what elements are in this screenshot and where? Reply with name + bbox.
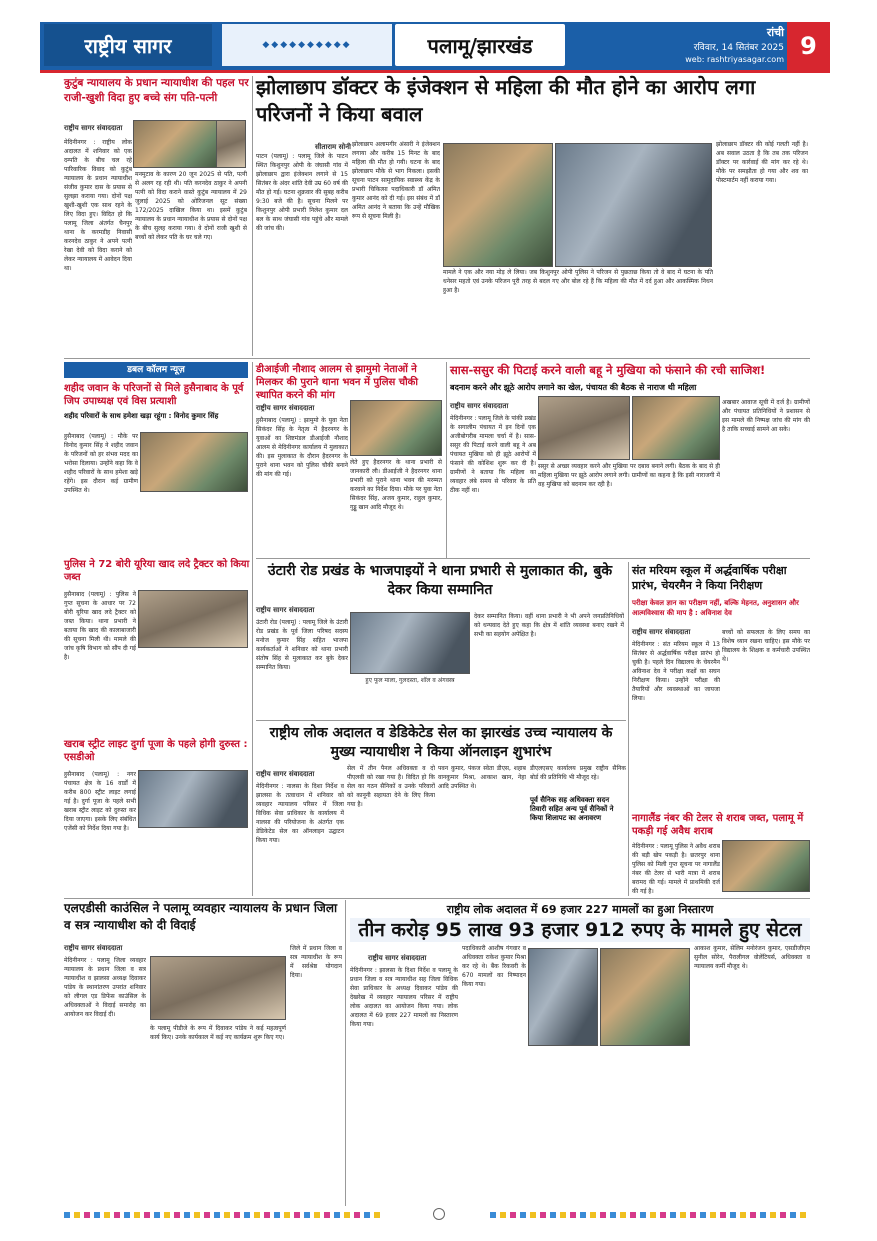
lok-adalat-online-body: मेदिनीनगर : नालसा के दिशा निर्देश व झालसा के तत्वाधान में शनिवार को व्यवहार न्यायालय परिसर में जिला विधिक सेवा प्राधिकार के कार्यालय में नालसा की परियोजना के अंतर्गत एक डेडिकेटेड सेल का ऑनलाइन उद्घाटन किया गया। xyxy=(256,783,344,844)
farewell-byline: राष्ट्रीय सागर संवाददाता xyxy=(64,944,123,952)
section-title: पलामू/झारखंड xyxy=(395,24,565,66)
daughter-in-law-headline: सास-ससुर की पिटाई करने वाली बहू ने मुखिया को फंसाने की रची साजिश! xyxy=(450,363,766,377)
footer-dots-left xyxy=(64,1212,384,1218)
dig-meeting-byline: राष्ट्रीय सागर संवाददाता xyxy=(256,404,315,412)
disposal-headline: राष्ट्रीय लोक अदालत में 69 हजार 227 मामलों का हुआ निस्तारण xyxy=(446,903,714,916)
column-divider-4 xyxy=(628,562,629,896)
farewell-photo xyxy=(150,956,286,1020)
lok-adalat-online-body-4: डीएलएसए कार्यालय प्रमुख राष्ट्रीय सैनिक बोर्ड की प्रतिनिधि भी मौजूद रहे। xyxy=(530,765,626,781)
double-column-tag: डबल कॉलम न्यूज़ xyxy=(64,362,248,378)
street-light-photo xyxy=(138,770,248,828)
family-court-photo-2 xyxy=(216,120,246,168)
edition-city: रांची xyxy=(766,26,784,39)
masthead-rule xyxy=(40,70,830,73)
lok-adalat-online-body-3: पवन कुमार, पंकज स्वेता डीएस, शहाब वानकुमार मिश्रा, आकाश खान, नेहा आदि उपस्थित थे। xyxy=(438,765,526,790)
bjp-meeting-body-2: देकर सम्मानित किया। वहीं थाना प्रभारी ने भी अपने जनप्रतिनिधियों को धन्यवाद देते हुए कहा कि क्षेत्र में शांति व्यवस्था बनाए रखने में सभी का सहयोग अपेक्षित है। xyxy=(474,613,624,638)
dig-meeting-body: हुसैनाबाद (पलामू) : झामुमो के युवा नेता सिकंदर सिंह के नेतृत्व में हैदरनगर के युवाओं का शिष्टमंडल डीआईजी नौशाद आलम से मेदिनीनगर कार्यालय में मुलाकात की। इस मुलाकात के दौरान हैदरनगर के पुराने थाना भवन को पुलिस चौकी बनाने की मांग की गई। xyxy=(256,417,348,478)
bjp-meeting-headline: उंटारी रोड प्रखंड के भाजपाइयों ने थाना प्रभारी से मुलाकात की, बुके देकर किया सम्मानित xyxy=(267,563,613,598)
registration-mark xyxy=(433,1208,445,1220)
school-exam-body: मेदिनीनगर : संत मरियम स्कूल में 13 सितंबर से अर्द्धवार्षिक परीक्षा प्रारंभ हो चुकी है। पहले दिन विद्यालय के चेयरमैन अविनाश देव ने परीक्षा कक्षों का सघन निरीक्षण किया। उन्होंने परीक्षा की तैयारियों और व्यवस्थाओं का जायजा लिया। xyxy=(632,641,720,702)
urea-seizure-headline: पुलिस ने 72 बोरी यूरिया खाद लदे ट्रैक्टर को किया जब्त xyxy=(64,559,250,583)
liquor-seizure-photo xyxy=(722,840,810,892)
disposal-body: मेदिनीनगर : झालसा के दिशा निर्देश व पलामू के प्रधान जिला व सत्र न्यायाधीश सह जिला विधिक सेवा प्राधिकार के अध्यक्ष दिवाकर पांडेय की देखरेख में व्यवहार न्यायालय परिसर में राष्ट्रीय लोक अदालत का आयोजन किया गया। लोक अदालत में 69 हजार 227 मामलों का निस्तारण किया गया। xyxy=(350,967,458,1028)
dig-meeting-headline: डीआईजी नौशाद आलम से झामुमो नेताओं ने मिलकर की पुराने थाना भवन में पुलिस चौकी स्थापित करने की मांग xyxy=(256,364,418,401)
street-light-body: हुसैनाबाद (पलामू) : नगर पंचायत क्षेत्र के 16 वार्डों में करीब 800 स्ट्रीट लाइट लगाई गई है। दुर्गा पूजा के पहले सभी खराब स्ट्रीट लाइट को दुरुस्त कर दिया जाएगा। इसके लिए संबंधित एजेंसी को निर्देश दिया गया है। xyxy=(64,771,136,832)
daughter-in-law-photo-2 xyxy=(632,396,720,460)
bjp-meeting-photo xyxy=(350,612,470,674)
article-quack-doctor-body-4: झोलाछाप डॉक्टर की कोई गलती नहीं है। अब सवाल उठता है कि तब तक परिजन डॉक्टर पर कार्रवाई की मांग कर रहे थे। मौके पर समझौता हो गया और शव का पोस्टमार्टम नहीं कराया गया। xyxy=(716,141,808,184)
column-divider-5 xyxy=(345,900,346,1206)
bjp-meeting-caption: हुए फूल माला, गुलदस्ता, शॉल व अंगवस्त्र xyxy=(365,677,455,684)
liquor-seizure-body: मेदिनीनगर : पलामू पुलिस ने अवैध शराब की बड़ी खेप पकड़ी है। छतरपुर थाना पुलिस को मिली गुप्त सूचना पर नागालैंड नंबर की टेलर से भारी मात्रा में शराब बरामद की गई। मामले में प्राथमिकी दर्ज की गई है। xyxy=(632,843,720,895)
article-quack-doctor-byline: सीताराम सोनी xyxy=(315,143,351,151)
row-divider-2 xyxy=(256,558,810,559)
article-family-court-headline: कुटुंब न्यायालय के प्रधान न्यायाधीश की पहल पर राजी-खुशी विदा हुए बच्चे संग पति-पत्नी xyxy=(64,77,249,104)
school-exam-body-2: बच्चों को सफलता के लिए समय का विशेष ध्यान रखना चाहिए। इस मौके पर विद्यालय के शिक्षक व कर्मचारी उपस्थित थे। xyxy=(722,629,810,663)
row-divider xyxy=(64,358,810,359)
bjp-meeting-byline: राष्ट्रीय सागर संवाददाता xyxy=(256,606,315,614)
footer-dots-right xyxy=(490,1212,810,1218)
article-quack-doctor-body: पाटन (पलामू) : पलामू जिले के पाटन स्थित किशुनपुर ओपी के जंघासी गांव में झोलाछाप द्वारा इंजेक्शन लगाने से 15 सितंबर के अंदर शांति देवी उम्र 60 वर्ष की मौत हो गई। घटना शुक्रवार की सुबह करीब 9:30 बजे की है। सूचना मिलने पर किशुनपुर ओपी प्रभारी निलेश कुमार दल बल के साथ जंघासी गांव पहुंचे और मामले की जांच की। xyxy=(256,153,348,232)
article-family-court-body: मेदिनीनगर : राष्ट्रीय लोक अदालत में शनिवार को एक दम्पति के बीच चल रहे पारिवारिक विवाद को कुटुंब न्यायालय के प्रधान न्यायाधीश संजीव कुमार दास के प्रयास से सुलझा कराया गया। दोनों पक्ष खुशी-खुशी एक साथ रहने के लिए विदा हुए। विदित हो कि पलामू जिला अंतर्गत चैनपुर थाना के करमडीह निवासी करनदेव ठाकुर ने अपने पत्नी रेखा देवी को विदा कराने को लेकर न्यायालय में आवेदन दिया था। xyxy=(64,139,132,272)
lok-adalat-online-headline: राष्ट्रीय लोक अदालत व डेडिकेटेड सेल का झारखंड उच्च न्यायालय के मुख्य न्यायाधीश ने किया ऑनलाइन शुभारंभ xyxy=(269,725,613,760)
school-exam-byline: राष्ट्रीय सागर संवाददाता xyxy=(632,628,691,636)
farewell-body-3: जिले में प्रधान जिला व सत्र न्यायाधीश के रूप में सर्वश्रेष्ठ योगदान दिया। xyxy=(290,945,342,979)
school-exam-headline: संत मरियम स्कूल में अर्द्धवार्षिक परीक्षा प्रारंभ, चेयरमैन ने किया निरीक्षण xyxy=(632,564,787,592)
daughter-in-law-body-2: ससुर से अच्छा व्यवहार करने और मुखिया पर दबाव बनाने लगी। बैठक के बाद से ही महिला मुखिया पर झूठे आरोप लगाने लगी। ग्रामीणों का कहना है कि इसी नाराजगी में वह मुखिया को बदनाम कर रही है। xyxy=(538,463,720,488)
article-quack-doctor-headline: झोलाछाप डॉक्टर के इंजेक्शन से महिला की मौत होने का आरोप लगा परिजनों ने किया बवाल xyxy=(256,75,756,126)
lok-adalat-online-subhead: पूर्व सैनिक सह अधिवक्ता सदन तिवारी सहित अन्य पूर्व सैनिकों ने किया शिलापट का अनावरण xyxy=(530,796,614,822)
farewell-headline: एलएडीसी काउंसिल ने पलामू व्यवहार न्यायालय के प्रधान जिला व सत्र न्यायाधीश को दी विदाई xyxy=(64,901,338,932)
daughter-in-law-photo-1 xyxy=(538,396,630,460)
farewell-body-2: के पलामू पीडीजे के रूप में दिवाकर पांडेय ने कई महत्वपूर्ण कार्य किए। उनके कार्यकाल में कई नए कार्यक्रम शुरू किए गए। xyxy=(150,1025,286,1041)
daughter-in-law-byline: राष्ट्रीय सागर संवाददाता xyxy=(450,402,509,410)
column-divider-2 xyxy=(252,362,253,896)
row-divider-3 xyxy=(256,720,626,721)
dig-meeting-photo xyxy=(350,400,442,456)
masthead-pattern: ◆◆◆◆◆◆◆◆◆◆ xyxy=(222,24,392,66)
disposal-byline: राष्ट्रीय सागर संवाददाता xyxy=(368,954,427,962)
family-court-photo xyxy=(133,120,225,168)
article-family-court-byline: राष्ट्रीय सागर संवाददाता xyxy=(64,124,123,132)
disposal-photo-1 xyxy=(528,948,598,1046)
disposal-body-3: आकाश कुमार, सेलिम मनोरंजन कुमार, एसडीजीएम सुनील सोरेन, पैरालीगल वोलेंटियर्स, अधिवक्ता व न्यायालय कर्मी मौजूद थे। xyxy=(694,945,810,970)
newspaper-name: राष्ट्रीय सागर xyxy=(44,24,212,66)
farewell-body: मेदिनीनगर : पलामू जिला व्यवहार न्यायालय के प्रधान जिला व सत्र न्यायाधीश व झालसा अध्यक्ष दिवाकर पांडेय के स्थानांतरण उपरांत शनिवार को लीगल एड डिफेंस काउंसिल के अधिवक्ताओं ने विदाई समारोह का आयोजन कर विदाई दी। xyxy=(64,957,146,1018)
liquor-seizure-headline: नागालैंड नंबर की टेलर से शराब जब्त, पलामू में पकड़ी गई अवैध शराब xyxy=(632,813,804,837)
website-link[interactable]: web: rashtriyasagar.com xyxy=(685,55,784,64)
martyr-family-body: हुसैनाबाद (पलामू) : मौके पर विनोद कुमार सिंह ने शहीद जवान के परिजनों को हर संभव मदद का भरोसा दिलाया। उन्होंने कहा कि वे शहीद परिवारों के साथ हमेशा खड़े रहेंगे। इस दौरान कई ग्रामीण उपस्थित थे। xyxy=(64,433,138,494)
martyr-family-lead: शहीद परिवारों के साथ हमेशा खड़ा रहूंगा : विनोद कुमार सिंह xyxy=(64,412,219,420)
martyr-family-headline: शहीद जवान के परिजनों से मिले हुसैनाबाद के पूर्व जिप उपाध्यक्ष एवं विस प्रत्याशी xyxy=(64,383,244,407)
urea-tractor-photo xyxy=(138,590,248,648)
article-family-court-body-2: मनमुटाव के कारण 20 जून 2025 से पति, पत्नी से अलग रह रही थी। पति करनदेव ठाकुर ने अपनी पत्नी को विदा कराने वास्ते कुटुंब न्यायालय में 29 जुलाई 2025 को ओरिजनल सूट संख्या 172/2025 दाखिल किया था। इसमें कुटुंब न्यायालय के प्रधान न्यायाधीश के प्रयास से दोनों पक्ष के बीच सुलह कराया गया। वे दोनों राजी खुशी से बच्चों को लेकर पति के घर चले गए। xyxy=(135,171,247,241)
disposal-photo-2 xyxy=(600,948,690,1046)
lok-adalat-online-byline: राष्ट्रीय सागर संवाददाता xyxy=(256,770,315,778)
urea-seizure-body: हुसैनाबाद (पलामू) : पुलिस ने गुप्त सूचना के आधार पर 72 बोरी यूरिया खाद लदे ट्रैक्टर को जब्त किया। थाना प्रभारी ने बताया कि खाद की कालाबाजारी की सूचना मिली थी। मामले की जांच कृषि विभाग को सौंप दी गई है। xyxy=(64,591,136,661)
quack-doctor-photo-2 xyxy=(555,143,712,267)
daughter-in-law-body-3: अखबार आवाज सूची में दर्ज है। ग्रामीणों और पंचायत प्रतिनिधियों ने प्रशासन से इस मामले की निष्पक्ष जांच की मांग की है ताकि सच्चाई सामने आ सके। xyxy=(722,399,810,433)
disposal-headline-2: तीन करोड़ 95 लाख 93 हजार 912 रुपए के मामले हुए सेटल xyxy=(350,918,810,942)
street-light-headline: खराब स्ट्रीट लाइट दुर्गा पूजा के पहले होगी दुरुस्त : एसडीओ xyxy=(64,739,248,763)
article-quack-doctor-body-3: मामले ने एक और नया मोड़ ले लिया। जब किशुनपुर ओपी पुलिस ने परिजन से पुछताछ किया तो वे बाद में घटना के पति धनेसर महतो एवं उनके परिजन पूरी तरह से बदल गए और बोल रहे हैं कि महिला की मौत में दर्द हुआ और आकस्मिक निधन हुआ है। xyxy=(443,269,713,294)
lok-adalat-online-body-2: सेल में तीन पैनल अधिवक्ता व दो पीएलवी को रखा गया है। विदित हो कि सेल का गठन सैनिकों व उनके परिवारों को कानूनी सहायता देने के लिए किया गया है। xyxy=(347,765,435,808)
quack-doctor-photo-1 xyxy=(443,143,553,267)
row-divider-4 xyxy=(64,898,810,899)
article-quack-doctor-body-2: झोलाछाप अलामगीर अंसारी ने इंजेक्शन लगाया और करीब 15 मिनट के बाद महिला की मौत हो गयी। घटना के बाद झोलाछाप मौके से भाग निकला। इसकी सूचना पाटन सामुदायिक स्वास्थ्य केंद्र के प्रभारी चिकित्सा पदाधिकारी डॉ अमित कुमार आनंद को दी गई। इस संबंध में डॉ अमित आनंद ने बताया कि उन्हें मौखिक रूप से सूचना मिली है। xyxy=(352,141,440,220)
disposal-body-2: पदाधिकारी आशीष गंगवार व अधिवक्ता राकेश कुमार मिश्रा कर रहे थे। बैंक रिकवरी के 670 मामलों का निष्पादन किया गया। xyxy=(462,945,526,988)
martyr-family-photo xyxy=(140,432,248,492)
bjp-meeting-body: उंटारी रोड (पलामू) : पलामू जिले के उंटारी रोड प्रखंड के पूर्व जिला परिषद सदस्य मनोज कुमार सिंह सहित भाजपा कार्यकर्ताओं ने शनिवार को थाना प्रभारी संतोष सिंह से मुलाकात कर बुके देकर सम्मानित किया। xyxy=(256,619,348,671)
school-exam-subhead: परीक्षा केवल ज्ञान का परीक्षण नहीं, बल्कि मेहनत, अनुशासन और आत्मविश्वास की माप है : अविनाश देव xyxy=(632,599,799,617)
daughter-in-law-body: मेदिनीनगर : पलामू जिले के पांकी प्रखंड के सगालीम पंचायत में इन दिनों एक अजीबोगरीब मामला चर्चा में है। सास-ससुर की पिटाई करने वाली बहू ने अब पंचायत मुखिया को ही झूठे आरोपों में फंसाने की कोशिश शुरू कर दी है। ग्रामीणों ने बताया कि महिला का व्यवहार लंबे समय से परिवार के प्रति ठीक नहीं था। xyxy=(450,415,536,494)
edition-date: रविवार, 14 सितंबर 2025 xyxy=(693,43,784,53)
daughter-in-law-subhead: बदनाम करने और झूठे आरोप लगाने का खेल, पंचायत की बैठक से नाराज थी महिला xyxy=(450,383,697,392)
column-divider-3 xyxy=(446,362,447,558)
column-divider xyxy=(252,76,253,356)
dig-meeting-body-2: लेते हुए हैदरनगर के थाना प्रभारी से जानकारी ली। डीआईजी ने हैदरनगर थाना प्रभारी को पुराने थाना भवन की मरम्मत करवाने का निर्देश दिया। मौके पर युवा नेता सिकंदर सिंह, अजय कुमार, राहुल कुमार, गुड्डू खान आदि मौजूद थे। xyxy=(350,459,442,511)
page-number: 9 xyxy=(787,22,830,70)
